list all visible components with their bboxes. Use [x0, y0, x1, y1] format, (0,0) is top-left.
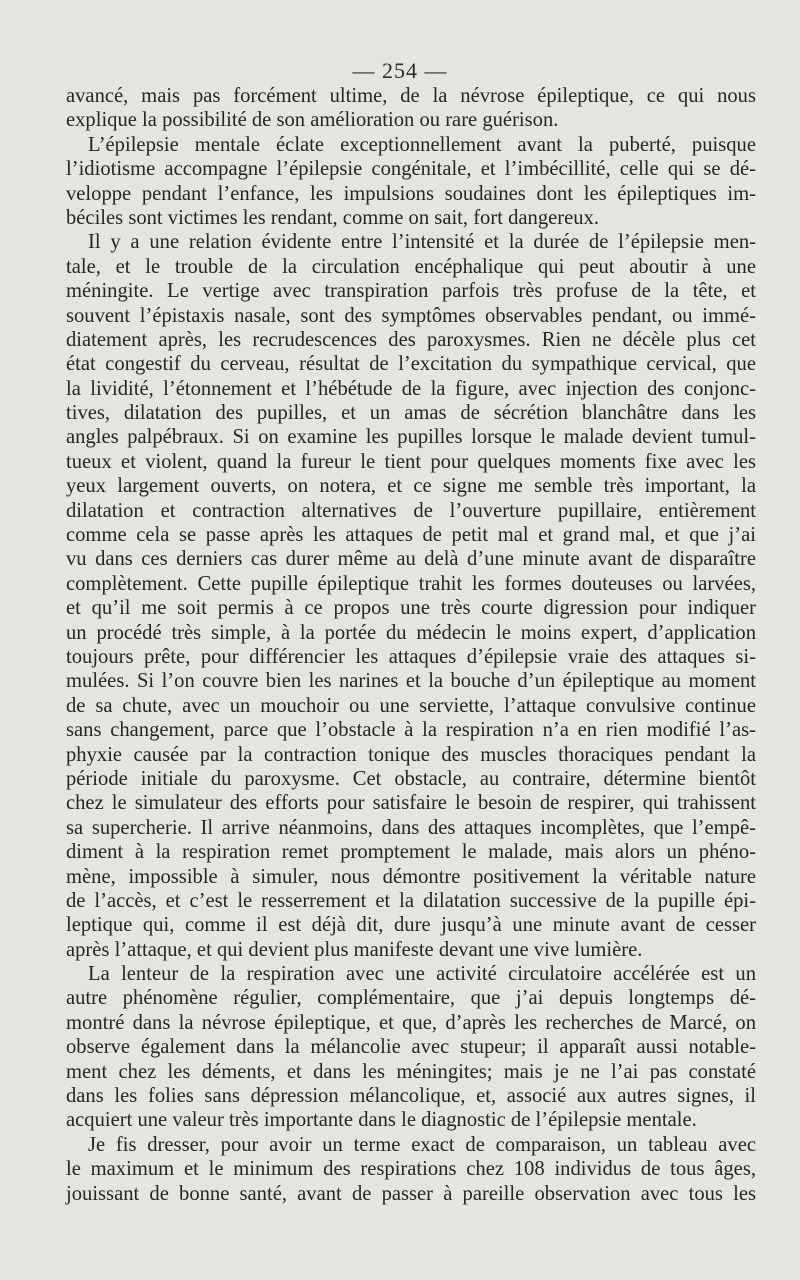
text-line: explique la possibilité de son amélioration ou rare guérison. [66, 109, 559, 132]
text-line: comme cela se passe après les attaques de petit mal et grand mal, et que j’ai [66, 524, 756, 547]
text-line: leptique qui, comme il est déjà dit, dure jusqu’à une minute avant de cesser [66, 914, 756, 937]
text-line: dans les folies sans dépression mélancolique, et, associé aux autres signes, il [66, 1085, 756, 1108]
text-line: mulées. Si l’on couvre bien les narines et la bouche d’un épileptique au moment [66, 670, 756, 693]
text-line: diatement après, les recrudescences des paroxysmes. Rien ne décèle plus cet [66, 328, 756, 351]
text-line: chez le simulateur des efforts pour satisfaire le besoin de respirer, qui trahissent [66, 792, 756, 815]
text-line: autre phénomène régulier, complémentaire, que j’ai depuis longtemps dé- [66, 987, 756, 1010]
text-line: vu dans ces derniers cas durer même au delà d’une minute avant de disparaître [66, 548, 756, 571]
text-line: un procédé très simple, à la portée du médecin le moins expert, d’application [66, 621, 756, 644]
text-line: L’épilepsie mentale éclate exceptionnellement avant la puberté, puisque [88, 133, 756, 156]
text-line: le maximum et le minimum des respirations chez 108 individus de tous âges, [66, 1158, 756, 1181]
text-line: avancé, mais pas forcément ultime, de la névrose épileptique, ce qui nous [66, 85, 756, 107]
text-line: diment à la respiration remet promptement le malade, mais alors un phéno- [66, 841, 756, 864]
text-line: dilatation et contraction alternatives de l’ouverture pupillaire, entièrement [66, 499, 756, 522]
text-line: souvent l’épistaxis nasale, sont des symptômes observables pendant, ou immé- [66, 304, 756, 327]
text-line: toujours prête, pour différencier les attaques d’épilepsie vraie des attaques si- [66, 645, 756, 668]
text-line: béciles sont victimes les rendant, comme on sait, fort dangereux. [66, 206, 599, 229]
text-line: de l’accès, et c’est le resserrement et la dilatation successive de la pupille épi- [66, 889, 756, 912]
text-line: observe également dans la mélancolie avec stupeur; il apparaît aussi notable- [66, 1036, 756, 1059]
text-line: Il y a une relation évidente entre l’intensité et la durée de l’épilepsie men- [88, 231, 756, 254]
text-line: l’idiotisme accompagne l’épilepsie congénitale, et l’imbécillité, celle qui se dé- [66, 158, 756, 181]
text-line: sa supercherie. Il arrive néanmoins, dans des attaques incomplètes, que l’empê- [66, 816, 756, 839]
text-line: montré dans la névrose épileptique, et que, d’après les recherches de Marcé, on [66, 1011, 756, 1034]
text-line: période initiale du paroxysme. Cet obstacle, au contraire, détermine bientôt [66, 767, 756, 790]
page-number: — 254 — [352, 58, 448, 83]
text-line: la lividité, l’étonnement et l’hébétude de la figure, avec injection des conjonc- [66, 377, 756, 400]
text-line: Je fis dresser, pour avoir un terme exact de comparaison, un tableau avec [88, 1133, 756, 1156]
text-line: yeux largement ouverts, on notera, et ce signe me semble très important, la [66, 475, 756, 498]
text-line: méningite. Le vertige avec transpiration parfois très profuse de la tête, et [66, 280, 756, 303]
body-text [66, 84, 756, 1206]
text-line: veloppe pendant l’enfance, les impulsions soudaines dont les épileptiques im- [66, 182, 756, 205]
text-line: sans changement, parce que l’obstacle à la respiration n’a en rien modifié l’as- [66, 719, 756, 742]
text-line: ment chez les déments, et dans les méningites; mais je ne l’ai pas constaté [66, 1060, 756, 1083]
text-line: de sa chute, avec un mouchoir ou une serviette, l’attaque convulsive continue [66, 694, 756, 717]
text-line: tives, dilatation des pupilles, et un amas de sécrétion blanchâtre dans les [66, 402, 756, 425]
text-line: après l’attaque, et qui devient plus manifeste devant une vive lumière. [66, 938, 643, 961]
text-line: angles palpébraux. Si on examine les pupilles lorsque le malade devient tumul- [66, 426, 756, 449]
text-line: état congestif du cerveau, résultat de l’excitation du sympathique cervical, que [66, 353, 756, 376]
text-line: La lenteur de la respiration avec une activité circulatoire accélérée est un [88, 963, 756, 986]
text-line: et qu’il me soit permis à ce propos une très courte digression pour indiquer [66, 597, 756, 620]
text-line: phyxie causée par la contraction tonique des muscles thoraciques pendant la [66, 743, 756, 766]
text-line: mène, impossible à simuler, nous démontre positivement la véritable nature [66, 865, 756, 888]
text-line: jouissant de bonne santé, avant de passer à pareille observation avec tous les [66, 1182, 756, 1205]
text-line: tale, et le trouble de la circulation encéphalique qui peut aboutir à une [66, 255, 756, 278]
text-line: tueux et violent, quand la fureur le tient pour quelques moments fixe avec les [66, 450, 756, 473]
text-line: complètement. Cette pupille épileptique trahit les formes douteuses ou larvées, [66, 572, 756, 595]
text-line: acquiert une valeur très importante dans le diagnostic de l’épilepsie mentale. [66, 1109, 697, 1132]
